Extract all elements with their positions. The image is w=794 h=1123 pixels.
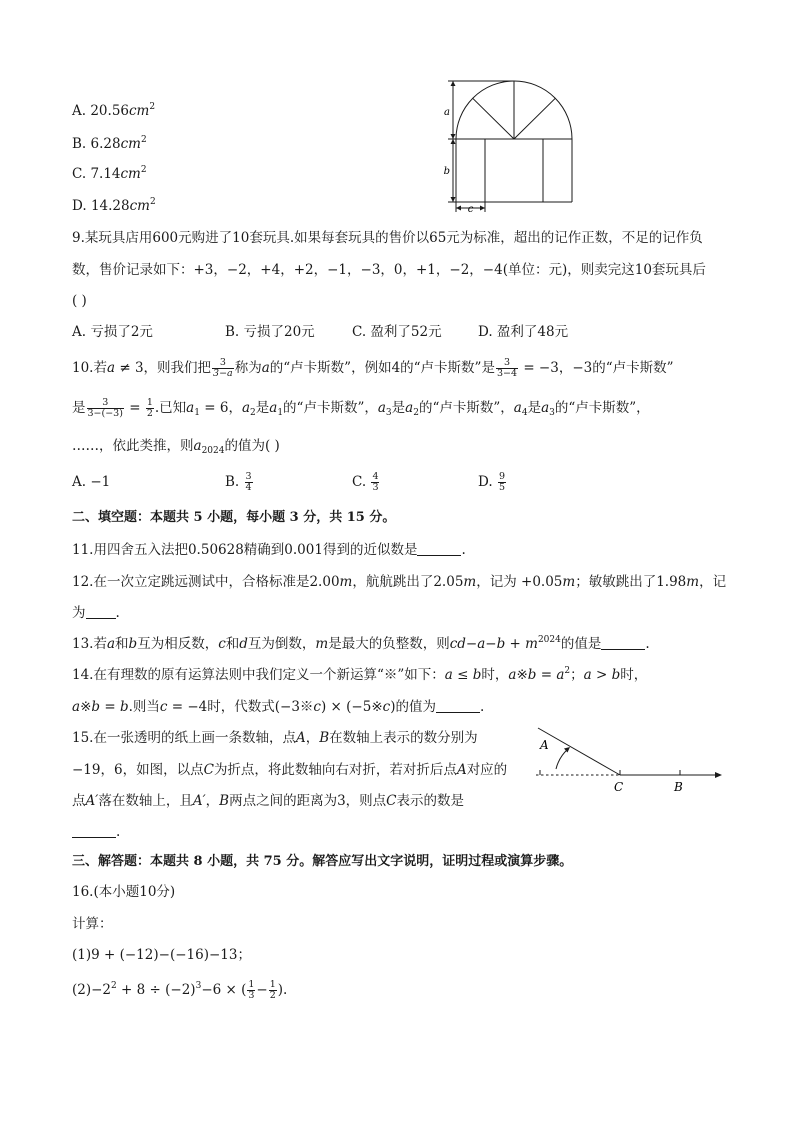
option-label: D. <box>72 198 87 214</box>
q12-line-2: 为 . <box>72 605 120 621</box>
q12-line-1: 12.在一次立定跳远测试中，合格标准是2.00m，航航跳出了2.05m，记为 +0.05m；敏敏跳出了1.98m，记 <box>72 574 727 590</box>
q9-paren: ( ) <box>72 293 87 309</box>
q10-option-a[interactable]: A. −1 <box>72 474 111 490</box>
option-label: A. <box>72 103 87 119</box>
q8-option-b[interactable] <box>72 134 147 154</box>
q16-intro: 计算： <box>72 916 113 932</box>
spoke-1 <box>473 98 514 139</box>
option-value: 7.14 <box>90 166 121 182</box>
spoke-3 <box>514 98 555 139</box>
option-unit: cm <box>120 166 141 182</box>
option-unit: cm <box>129 103 150 119</box>
option-value: 20.56 <box>90 103 129 119</box>
label-b: b <box>443 166 450 177</box>
label-c: C <box>614 780 624 794</box>
option-unit: cm <box>120 136 141 152</box>
q9-line-1: 9.某玩具店用600元购进了10套玩具.如果每套玩具的售价以65元为标准，超出的记作正数，不足的记作负 <box>72 230 703 246</box>
q10-option-c[interactable]: C. $\frac{4}{3}$ <box>352 471 379 493</box>
q16-part-1: (1)9 + (−12)−(−16)−13； <box>72 947 251 963</box>
option-value: 14.28 <box>90 198 130 214</box>
section-3-heading: 三、解答题：本题共 8 小题，共 75 分。解答应写出文字说明，证明过程或演算步骤。 <box>72 854 573 869</box>
q15-line-4: . <box>72 822 120 842</box>
answer-blank[interactable] <box>601 635 645 650</box>
q10-option-b[interactable]: B. $\frac{3}{4}$ <box>225 471 252 493</box>
option-label: B. <box>72 136 87 152</box>
q10-line-3: ……，依此类推，则$a_{2024}$的值为( ) <box>72 438 280 456</box>
answer-blank[interactable] <box>436 698 480 713</box>
q13: 13.若a和b互为相反数，c和d互为倒数，m是最大的负整数，则$cd-a-b + m^{2024}$的值是 . <box>72 635 650 652</box>
answer-blank[interactable] <box>417 541 461 556</box>
section-2-heading: 二、填空题：本题共 5 小题，每小题 3 分，共 15 分。 <box>72 510 396 525</box>
q15-line-1: 15.在一张透明的纸上画一条数轴，点A，B在数轴上表示的数分别为 <box>72 730 478 746</box>
q8-option-d[interactable] <box>72 196 156 216</box>
q16-title: 16.(本小题10分) <box>72 884 176 900</box>
q14-line-2: a※b = b.则当c = −4时，代数式(−3※c) × (−5※c)的值为 . <box>72 699 485 715</box>
q15-line-3: 点A′落在数轴上，且A′，B两点之间的距离为3，则点C表示的数是 <box>72 793 465 809</box>
fold-arrow <box>556 749 568 769</box>
fraction: $\frac{3}{3-4}$ <box>496 357 518 379</box>
label-a: a <box>444 107 450 118</box>
option-power: 2 <box>149 102 156 112</box>
q11: 11.用四舍五入法把0.50628精确到0.001得到的近似数是 . <box>72 542 466 558</box>
q15-line-2: −19，6，如图，以点C为折点，将此数轴向右对折，若对折后点A对应的 <box>72 762 508 778</box>
q8-option-c[interactable] <box>72 164 147 184</box>
q9-option-a[interactable]: A. 亏损了2元 <box>72 324 153 340</box>
q9-option-b[interactable]: B. 亏损了20元 <box>225 324 315 340</box>
answer-blank[interactable] <box>86 604 116 619</box>
label-b: B <box>674 780 683 794</box>
option-label: C. <box>72 166 87 182</box>
option-power: 2 <box>140 135 147 145</box>
q9-option-c[interactable]: C. 盈利了52元 <box>352 324 442 340</box>
option-power: 2 <box>140 165 147 175</box>
option-power: 2 <box>149 197 156 207</box>
option-value: 6.28 <box>90 136 121 152</box>
q16-part-2: $(2)-2^2 + 8 \div (-2)^3-6$ × ( $\frac{1}{3}$ − $\frac{1}{2}$ ). <box>72 979 288 1001</box>
label-c: c <box>467 204 474 215</box>
label-a: A <box>540 738 549 752</box>
fraction: $\frac{3}{3-a}$ <box>213 357 233 379</box>
q8-window-figure <box>440 78 580 216</box>
q9-option-d[interactable]: D. 盈利了48元 <box>478 324 569 340</box>
q15-number-line-figure <box>528 724 728 796</box>
q9-line-2: 数，售价记录如下：+3，−2，+4，+2，−1，−3，0，+1，−2，−4(单位：元)，则卖完这10套玩具后 <box>72 262 706 278</box>
fraction: $\frac{1}{2}$ <box>146 397 153 419</box>
axis-arrowhead <box>715 772 722 778</box>
q10-option-d[interactable]: D. $\frac{9}{5}$ <box>478 471 505 493</box>
option-unit: cm <box>129 198 150 214</box>
q10-line-1: 10.若a ≠ 3，则我们把 $\frac{3}{3-a}$ 称为a的“卢卡斯数”，例如4的“卢卡斯数”是 $\frac{3}{3-4}$ = −3，−3的“卢卡斯数” <box>72 357 674 379</box>
q10-line-2: 是 $\frac{3}{3-(-3)}$ = $\frac{1}{2}$ .已知$a_1 = 6$，$a_2$是$a_1$的“卢卡斯数”，$a_3$是$a_2$的“卢卡斯数”，$a_4$是$a_3$的“卢卡斯数”， <box>72 397 650 419</box>
answer-blank[interactable] <box>72 823 116 838</box>
fraction: $\frac{3}{3-(-3)}$ <box>87 397 123 419</box>
folded-segment <box>538 728 620 775</box>
q14-line-1: 14.在有理数的原有运算法则中我们定义一个新运算“※”如下：a ≤ b时，a※b = $a^2$；a > b时， <box>72 666 648 683</box>
q8-option-a[interactable] <box>72 101 155 121</box>
